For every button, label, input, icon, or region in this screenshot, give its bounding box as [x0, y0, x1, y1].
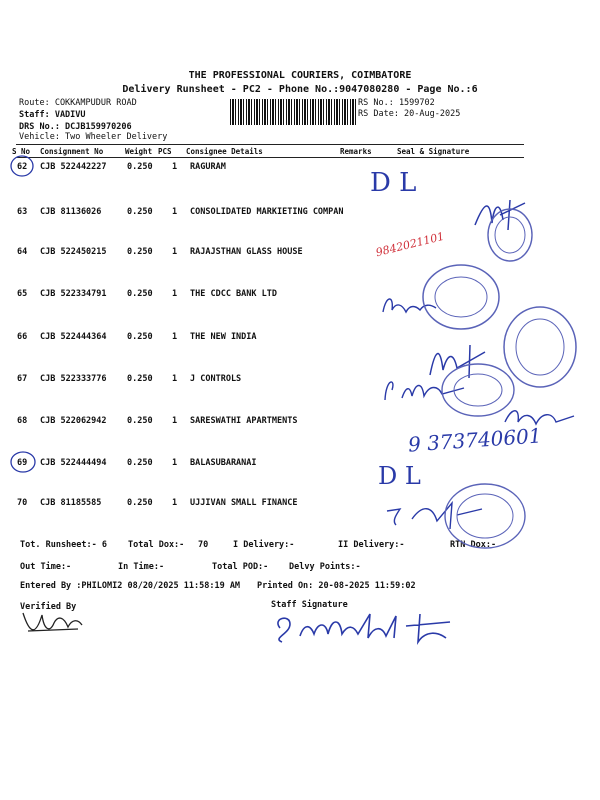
- col-consignee: Consignee Details: [186, 147, 263, 156]
- circle-mark-69: [8, 448, 38, 476]
- row-consignee: RAGURAM: [190, 162, 226, 172]
- row-sno: 67: [17, 374, 28, 384]
- row-sno: 65: [17, 289, 28, 299]
- bank-seal-icon: [420, 262, 502, 332]
- vehicle-label: Vehicle: Two Wheeler Delivery: [19, 132, 168, 142]
- company-seal-icon: [438, 360, 518, 420]
- row-consignee: SARESWATHI APARTMENTS: [190, 416, 298, 426]
- rs-date: RS Date: 20-Aug-2025: [358, 109, 461, 119]
- table-header-rule: [16, 157, 524, 158]
- i-delivery: I Delivery:-: [233, 540, 295, 550]
- staff-signature-label: Staff Signature: [271, 600, 348, 610]
- row-pcs: 1: [172, 207, 178, 217]
- row-consignment: CJB 81136026: [40, 207, 102, 217]
- row-weight: 0.250: [127, 332, 153, 342]
- row-consignment: CJB 522333776: [40, 374, 107, 384]
- col-sno: S No: [12, 147, 31, 156]
- row-consignment: CJB 522444494: [40, 458, 107, 468]
- in-time: In Time:-: [118, 562, 165, 572]
- row-sno: 62: [17, 162, 28, 172]
- barcode: [230, 99, 356, 125]
- verified-by: Verified By: [20, 602, 77, 612]
- company-title: THE PROFESSIONAL COURIERS, COIMBATORE: [188, 70, 412, 81]
- row-consignee: BALASUBARANAI: [190, 458, 257, 468]
- row-weight: 0.250: [127, 289, 153, 299]
- row-pcs: 1: [172, 247, 178, 257]
- row-weight: 0.250: [127, 416, 153, 426]
- runsheet-subtitle: Delivery Runsheet - PC2 - Phone No.:9047080280 - Page No.:6: [122, 84, 478, 95]
- row-consignee: UJJIVAN SMALL FINANCE: [190, 498, 298, 508]
- row-consignee: RAJAJSTHAN GLASS HOUSE: [190, 247, 303, 257]
- row-sno: 68: [17, 416, 28, 426]
- route-label: Route: COKKAMPUDUR ROAD: [19, 98, 137, 108]
- row-pcs: 1: [172, 332, 178, 342]
- out-time: Out Time:-: [20, 562, 72, 572]
- row-sno: 66: [17, 332, 28, 342]
- row-consignee: THE CDCC BANK LTD: [190, 289, 277, 299]
- circle-mark-62: [8, 150, 36, 178]
- handwritten-dl-62: D L: [370, 168, 417, 198]
- row-pcs: 1: [172, 374, 178, 384]
- row-pcs: 1: [172, 289, 178, 299]
- row-consignee: THE NEW INDIA: [190, 332, 257, 342]
- handwritten-phone-64: 9842021101: [374, 229, 446, 260]
- total-dox-label: Total Dox:-: [128, 540, 185, 550]
- row-pcs: 1: [172, 498, 178, 508]
- ii-delivery: II Delivery:-: [338, 540, 405, 550]
- row-consignment: CJB 522450215: [40, 247, 107, 257]
- stamp-icon: [485, 205, 535, 265]
- col-remarks: Remarks: [340, 147, 372, 156]
- row-weight: 0.250: [127, 162, 153, 172]
- drs-label: DRS No.: DCJB159970206: [19, 122, 132, 132]
- row-weight: 0.250: [127, 207, 153, 217]
- row-pcs: 1: [172, 416, 178, 426]
- entered-by: Entered By :PHILOMI2 08/20/2025 11:58:19 AM: [20, 581, 241, 591]
- col-consignment: Consignment No: [40, 147, 104, 156]
- row-weight: 0.250: [127, 247, 153, 257]
- handwritten-phone-68: 9 373740601: [407, 423, 543, 457]
- row-weight: 0.250: [127, 374, 153, 384]
- col-pcs: PCS: [158, 147, 172, 156]
- row-consignee: CONSOLIDATED MARKIETING COMPAN: [190, 207, 344, 217]
- finance-seal-icon: [440, 480, 530, 552]
- row-weight: 0.250: [127, 498, 153, 508]
- row-sno: 64: [17, 247, 28, 257]
- staff-signature: [270, 608, 470, 648]
- row-consignment: CJB 81185585: [40, 498, 102, 508]
- staff-label: Staff: VADIVU: [19, 110, 86, 120]
- row-sno: 69: [17, 458, 28, 468]
- row-consignment: CJB 522444364: [40, 332, 107, 342]
- row-pcs: 1: [172, 458, 178, 468]
- col-seal: Seal & Signature: [397, 147, 470, 156]
- row-weight: 0.250: [127, 458, 153, 468]
- row-consignment: CJB 522334791: [40, 289, 107, 299]
- rs-number: RS No.: 1599702: [358, 98, 435, 108]
- printed-on: Printed On: 20-08-2025 11:59:02: [257, 581, 416, 591]
- total-pod: Total POD:-: [212, 562, 269, 572]
- verified-signature: [18, 605, 88, 640]
- table-top-rule: [16, 144, 524, 145]
- total-dox-value: 70: [198, 540, 209, 550]
- rtn-dox: RTN Dox:-: [450, 540, 497, 550]
- row-consignment: CJB 522062942: [40, 416, 107, 426]
- row-consignment: CJB 522442227: [40, 162, 107, 172]
- row-sno: 70: [17, 498, 28, 508]
- row-sno: 63: [17, 207, 28, 217]
- row-consignee: J CONTROLS: [190, 374, 242, 384]
- row-pcs: 1: [172, 162, 178, 172]
- col-weight: Weight: [125, 147, 153, 156]
- handwritten-dl-69: D L: [378, 462, 421, 490]
- total-runsheet: Tot. Runsheet:- 6: [20, 540, 107, 550]
- delvy-points: Delvy Points:-: [289, 562, 361, 572]
